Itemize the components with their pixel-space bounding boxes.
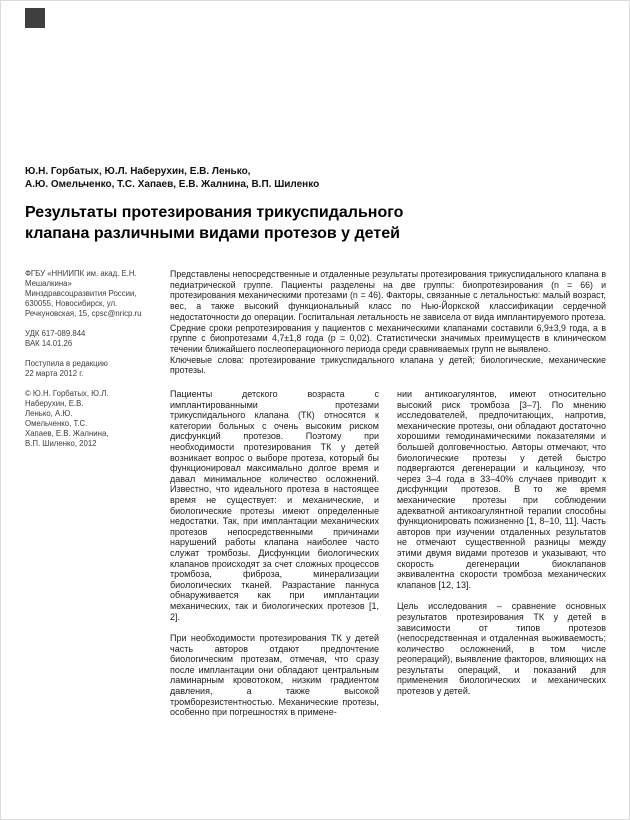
udk-code: УДК 617-089.844 <box>25 329 86 338</box>
body-paragraph: Цель исследования – сравнение основных результатов протезирования ТК у детей в зависимости от типов протезов (непосредственная и отдаленная выживаемость; количество осложнений, в том числе реопераций), выявление факторов, влияющих на результаты операций, и показаний для применения биологических и механических протезов у детей. <box>397 601 606 697</box>
body-paragraph: нии антикоагулянтов, имеют относительно высокий риск тромбоза [3–7]. По мнению исследователей, предпочитающих, напротив, механические протезы, они обладают достаточно хорошими гемодинамическими показателями и большей долговечностью. Авторы отмечают, что биологические протезы у детей быстро подвергаются дегенерации и кальцинозу, что через 3–4 года в 33–40% случаев приводит к дисфункции протезов. В то же время механические протезы при соблюдении адекватной антикоагулянтной терапии способны функционировать пожизненно [1, 8–10, 11]. Часть авторов при изучении отдаленных результатов не отмечают существенной разницы между этими двумя видами протезов и указывают, что скорость дегенерации биоклапанов эквивалентна скорости тромбоза механических клапанов [12, 13]. <box>397 389 606 590</box>
body-column-left <box>170 389 379 718</box>
body-paragraph: Пациенты детского возраста с имплантированными протезами трикуспидального клапана (ТК) относятся к категории больных с очень высоким риском дисфункций протезов. Поэтому при необходимости протезирования ТК у детей возникает вопрос о выборе протеза, который бы функционировал максимально долгое время и давал минимальное количество осложнений. Известно, что идеального протеза в настоящее время не существует: и механические, и биологические протезы имеют определенные недостатки. Так, при имплантации механических протезов непосредственными причинами нарушений работы клапана наиболее часто служат тромбозы. Дисфункции биологических клапанов происходят за счет сложных процессов тромбоза, фиброза, минерализации биологических тканей. Разрастание паннуса обнаруживается как при имплантации механических, так и биологических протезов [1, 2]. <box>170 389 379 622</box>
body-column-right <box>397 389 606 718</box>
abstract <box>170 269 606 376</box>
affiliation: ФГБУ «ННИИПК им. акад. Е.Н. Мешалкина» Минздравсоцразвития России, 630055, Новосибирск, ул. Речкуновская, 15, cpsc@nricp.ru <box>25 269 142 318</box>
article-title-line: клапана различными видами протезов у детей <box>25 225 400 242</box>
article-main <box>170 269 606 718</box>
body-paragraph: При необходимости протезирования ТК у детей часть авторов отдают предпочтение биологическим протезам, отмечая, что сразу после имплантации они обладают центральным ламинарным кровотоком, низким градиентом давления, а также высокой тромборезистентностью. Механические протезы, особенно при погрешностях в примене- <box>170 633 379 718</box>
article-title <box>25 202 485 244</box>
abstract-keywords: Ключевые слова: протезирование трикуспидального клапана у детей; биологические, механические протезы. <box>170 354 606 376</box>
classification-codes <box>25 329 143 349</box>
authors-line: А.Ю. Омельченко, Т.С. Хапаев, Е.В. Жалнина, В.П. Шиленко <box>25 178 320 190</box>
received-date: Поступила в редакцию 22 марта 2012 г. <box>25 359 108 378</box>
copyright-note: © Ю.Н. Горбатых, Ю.Л. Наберухин, Е.В. Ленько, А.Ю. Омельченко, Т.С. Хапаев, Е.В. Жалнина, В.П. Шиленко, 2012 <box>25 389 109 448</box>
article-meta-sidebar <box>25 269 143 459</box>
journal-logo <box>25 8 45 28</box>
authors-line: Ю.Н. Горбатых, Ю.Л. Наберухин, Е.В. Ленько, <box>25 166 251 177</box>
abstract-text: Представлены непосредственные и отдаленные результаты протезирования трикуспидального клапана в педиатрической группе. Пациенты разделены на две группы: биопротезирования (n = 66) и протезирования механическими протезами (n = 46). Факторы, связанные с летальностью: малый возраст, вес, а также высокий функциональный класс по Нью-Йоркской классификации сердечной недостаточности до операции. Госпитальная летальность не зависела от вида имплантируемого протеза. Средние сроки репротезирования у пациентов с механическими клапанами составили 6,9±3,9 года, а в группе с биопротезами 4,7±1,8 года (p = 0,02). Статистически значимых преимуществ в клиническом течении ближайшего послеоперационного периода среди сравниваемых групп не выявлено. <box>170 269 606 354</box>
authors-block <box>25 166 445 191</box>
body-columns <box>170 389 606 718</box>
vak-code: ВАК 14.01.26 <box>25 339 73 348</box>
article-title-line: Результаты протезирования трикуспидального <box>25 204 404 221</box>
